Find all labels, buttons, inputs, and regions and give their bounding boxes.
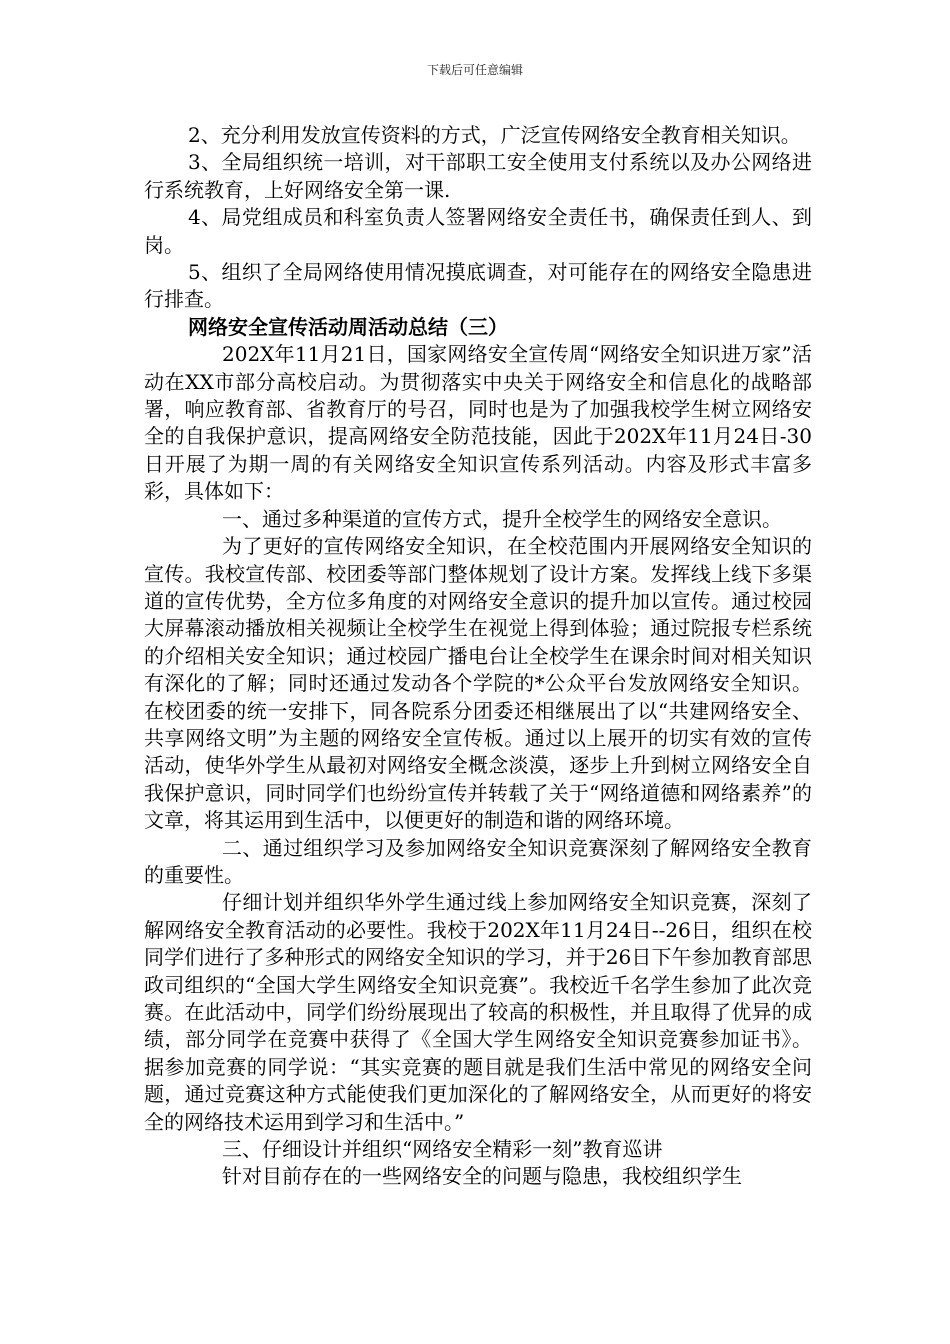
paragraph: 202X年11月21日，国家网络安全宣传周“网络安全知识进万家”活动在XX市部分高校启动。为贯彻落实中央关于网络安全和信息化的战略部署，响应教育部、省教育厅的号召，同时也是为了加强我校学生树立网络安全的自我保护意识，提高网络安全防范技能，因此于202X年11月24日-30日开展了为期一周的有关网络安全知识宣传系列活动。内容及形式丰富多彩，具体如下： [144,342,812,504]
paragraph: 3、全局组织统一培训，对干部职工安全使用支付系统以及办公网络进行系统教育，上好网络安全第一课. [144,150,812,202]
subsection-heading: 一、通过多种渠道的宣传方式，提升全校学生的网络安全意识。 [222,506,782,531]
paragraph: 仔细计划并组织华外学生通过线上参加网络安全知识竞赛，深刻了解网络安全教育活动的必要性。我校于202X年11月24日--26日，组织在校同学们进行了多种形式的网络安全知识的学习，并于26日下午参加教育部思政司组织的“全国大学生网络安全知识竞赛”。我校近千名学生参加了此次竞赛。在此活动中，同学们纷纷展现出了较高的积极性，并且取得了优异的成绩，部分同学在竞赛中获得了《全国大学生网络安全知识竞赛参加证书》。据参加竞赛的同学说：“其实竞赛的题目就是我们生活中常见的网络安全问题，通过竞赛这种方式能使我们更加深化的了解网络安全，从而更好的将安全的网络技术运用到学习和生活中。” [144,890,812,1134]
paragraph: 2、充分利用发放宣传资料的方式，广泛宣传网络安全教育相关知识。 [188,123,801,147]
subsection-heading: 三、仔细设计并组织“网络安全精彩一刻”教育巡讲 [222,1137,663,1162]
paragraph: 5、组织了全局网络使用情况摸底调查，对可能存在的网络安全隐患进行排查。 [144,260,812,312]
paragraph: 为了更好的宣传网络安全知识，在全校范围内开展网络安全知识的宣传。我校宣传部、校团委等部门整体规划了设计方案。发挥线上线下多渠道的宣传优势，全方位多角度的对网络安全意识的提升加以宣传。通过校园大屏幕滚动播放相关视频让全校学生在视觉上得到体验；通过院报专栏系统的介绍相关安全知识；通过校园广播电台让全校学生在课余时间对相关知识有深化的了解；同时还通过发动各个学院的*公众平台发放网络安全知识。在校团委的统一安排下，同各院系分团委还相继展出了以“共建网络安全、共享网络文明”为主题的网络安全宣传板。通过以上展开的切实有效的宣传活动，使华外学生从最初对网络安全概念淡漠，逐步上升到树立网络安全自我保护意识，同时同学们也纷纷宣传并转载了关于“网络道德和网络素养”的文章，将其运用到生活中，以便更好的制造和谐的网络环境。 [144,534,812,833]
paragraph: 针对目前存在的一些网络安全的问题与隐患，我校组织学生 [222,1164,742,1189]
subsection-heading: 二、通过组织学习及参加网络安全知识竞赛深刻了解网络安全教育的重要性。 [144,835,812,887]
section-heading: 网络安全宣传活动周活动总结（三） [188,314,508,339]
page-header: 下载后可任意编辑 [426,63,523,77]
paragraph: 4、局党组成员和科室负责人签署网络安全责任书，确保责任到人、到岗。 [144,205,812,257]
document-body [144,122,812,1191]
